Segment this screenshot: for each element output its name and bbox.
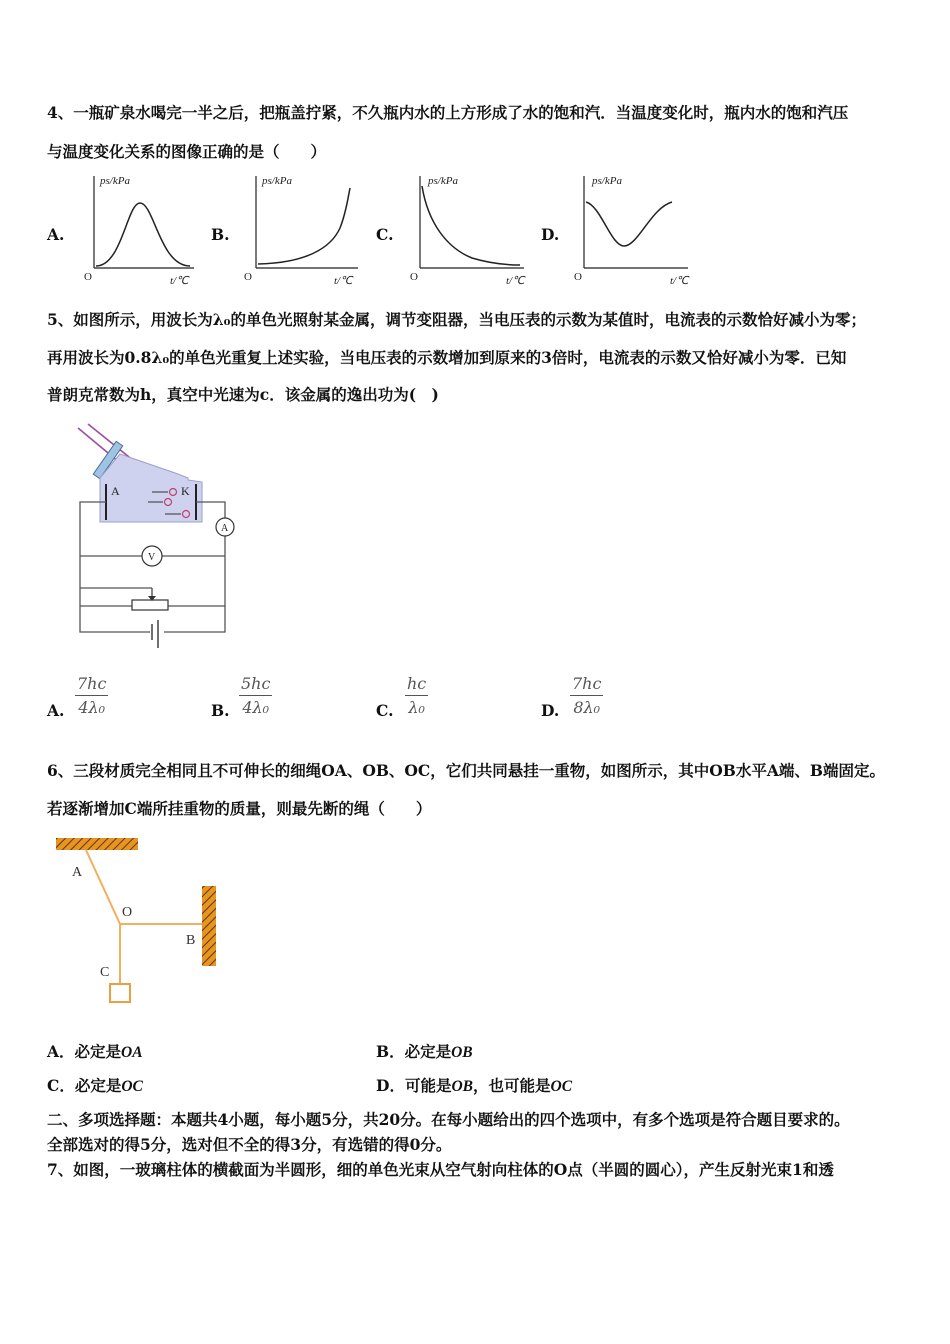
q4-graph-d-ylabel: ps/kPa (592, 175, 622, 187)
q4-graph-d[interactable] (566, 168, 696, 290)
q4-graph-b-ylabel: ps/kPa (262, 175, 292, 187)
q6-option-a[interactable] (47, 1040, 143, 1062)
q6-option-b-value: OB (451, 1044, 473, 1061)
wall-support (202, 886, 216, 966)
q6-option-d-value2: OC (550, 1078, 573, 1095)
q5-option-a-fraction[interactable] (75, 674, 108, 717)
q5-stem-line1: 5、如图所示，用波长为λ₀的单色光照射某金属，调节变阻器，当电压表的示数为某值时，电流表的示数恰好减小为零； (47, 310, 866, 329)
section2-heading-line2: 全部选对的得5分，选对但不全的得3分，有选错的得0分。 (47, 1135, 452, 1154)
label-b: B (186, 933, 196, 948)
q5-option-b-numerator: 5hc (241, 674, 271, 693)
anode-label: A (111, 484, 120, 498)
q5-stem-line3: 普朗克常数为h，真空中光速为c．该金属的逸出功为( ) (47, 385, 439, 404)
q5-option-c-denominator: λ₀ (408, 698, 425, 717)
q6-option-d-text: D．可能是 (376, 1076, 452, 1095)
hanging-weight (110, 984, 130, 1002)
ceiling-support (56, 838, 138, 850)
q4-graph-c-xlabel: t/℃ (506, 275, 525, 287)
rope-oa (86, 850, 120, 924)
photoelectric-circuit-diagram (70, 420, 250, 655)
q4-graph-c[interactable] (402, 168, 532, 290)
q6-stem-line1: 6、三段材质完全相同且不可伸长的细绳OA、OB、OC，它们共同悬挂一重物，如图所示，其中OB水平A端、B端固定。 (47, 761, 885, 780)
q5-option-a-denominator: 4λ₀ (78, 698, 106, 717)
q6-option-c[interactable] (47, 1074, 143, 1096)
cathode-label: K (181, 484, 190, 498)
q6-option-a-text: A．必定是 (47, 1042, 122, 1061)
q4-graph-d-origin: O (574, 271, 582, 283)
q5-option-a-numerator: 7hc (77, 674, 107, 693)
label-c: C (100, 965, 110, 980)
q5-option-b-label[interactable]: B. (211, 701, 230, 720)
voltmeter-label: V (148, 552, 156, 563)
q6-option-d[interactable] (376, 1074, 572, 1096)
q6-option-c-value: OC (121, 1078, 143, 1095)
q4-graph-b-origin: O (244, 271, 252, 283)
q4-graph-a-ylabel: ps/kPa (100, 175, 130, 187)
q6-option-d-mid: ，也可能是 (473, 1076, 551, 1095)
q4-graph-d-xlabel: t/℃ (670, 275, 689, 287)
q6-stem-line2: 若逐渐增加C端所挂重物的质量，则最先断的绳（ ） (47, 799, 432, 818)
q4-graph-c-ylabel: ps/kPa (428, 175, 458, 187)
q4-graph-a-xlabel: t/℃ (170, 275, 189, 287)
q4-option-b-label[interactable]: B. (211, 225, 230, 244)
q4-graph-c-origin: O (410, 271, 418, 283)
q6-option-c-text: C．必定是 (47, 1076, 122, 1095)
q4-graph-a[interactable] (72, 168, 202, 290)
q4-graph-b[interactable] (236, 168, 366, 290)
q5-option-a-label[interactable]: A. (47, 701, 65, 720)
label-o: O (122, 905, 133, 920)
q6-option-b-text: B．必定是 (376, 1042, 452, 1061)
q4-graph-b-xlabel: t/℃ (334, 275, 353, 287)
q4-option-c-label[interactable]: C. (376, 225, 394, 244)
q6-option-b[interactable] (376, 1040, 473, 1062)
q5-option-c-label[interactable]: C. (376, 701, 394, 720)
q5-option-d-label[interactable]: D. (541, 701, 560, 720)
q5-option-b-denominator: 4λ₀ (242, 698, 270, 717)
q5-option-c-numerator: hc (407, 674, 427, 693)
q5-stem-line2: 再用波长为0.8λ₀的单色光重复上述实验，当电压表的示数增加到原来的3倍时，电流表的示数又恰好减小为零．已知 (47, 348, 847, 367)
q4-option-a-label[interactable]: A. (47, 225, 65, 244)
q5-option-d-fraction[interactable] (570, 674, 603, 717)
q6-option-d-value: OB (451, 1078, 473, 1095)
q5-option-c-fraction[interactable] (405, 674, 428, 717)
q5-option-d-numerator: 7hc (572, 674, 602, 693)
section2-heading-line1: 二、多项选择题：本题共4小题，每小题5分，共20分。在每小题给出的四个选项中，有多个选项是符合题目要求的。 (47, 1110, 850, 1129)
q7-stem-line1: 7、如图，一玻璃柱体的横截面为半圆形，细的单色光束从空气射向柱体的O点（半圆的圆心），产生反射光束1和透 (47, 1160, 834, 1179)
q4-graph-a-origin: O (84, 271, 92, 283)
q6-option-a-value: OA (121, 1044, 143, 1061)
label-a: A (72, 865, 83, 880)
rope-hanging-diagram (52, 834, 227, 1014)
q4-stem-line2: 与温度变化关系的图像正确的是（ ） (47, 142, 327, 161)
ammeter-label: A (221, 523, 229, 534)
rheostat (132, 600, 168, 610)
q5-option-d-denominator: 8λ₀ (573, 698, 601, 717)
q4-option-d-label[interactable]: D. (541, 225, 560, 244)
q4-stem-line1: 4、一瓶矿泉水喝完一半之后，把瓶盖拧紧，不久瓶内水的上方形成了水的饱和汽．当温度变化时，瓶内水的饱和汽压 (47, 103, 849, 122)
q5-option-b-fraction[interactable] (239, 674, 272, 717)
